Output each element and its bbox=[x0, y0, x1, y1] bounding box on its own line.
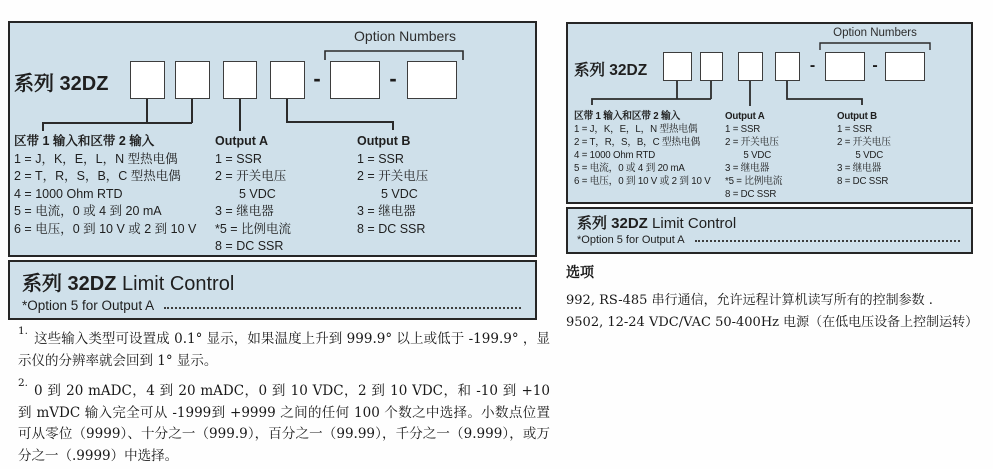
list-item: 1 = SSR bbox=[725, 124, 761, 135]
options-section bbox=[566, 262, 990, 333]
output-b-heading: Output B bbox=[357, 134, 411, 148]
code-box-output-b bbox=[775, 52, 800, 81]
list-item: *5 = 比例电流 bbox=[215, 221, 292, 236]
list-item: 3 = 继电器 bbox=[357, 204, 416, 218]
output-b-list bbox=[357, 133, 428, 238]
list-item: 3 = 继电器 bbox=[837, 163, 882, 174]
footnote-1 bbox=[18, 324, 550, 372]
dotted-leader bbox=[695, 240, 960, 242]
list-item: 8 = DC SSR bbox=[837, 176, 889, 187]
output-a-list bbox=[215, 133, 291, 256]
list-item: 2 = T，R，S，B，C 型热电偶 bbox=[14, 169, 181, 183]
option-numbers-label: Option Numbers bbox=[833, 27, 917, 39]
list-item: 6 = 电压，0 到 10 V 或 2 到 10 V bbox=[574, 176, 711, 187]
band-note: *Option 5 for Output A bbox=[577, 234, 962, 246]
code-box-zone2 bbox=[700, 52, 723, 81]
dash-separator: - bbox=[389, 66, 397, 91]
output-a-list bbox=[725, 110, 782, 201]
list-item: 2 = 开关电压 bbox=[357, 169, 429, 183]
zone-input-list bbox=[574, 110, 710, 188]
dash-separator: - bbox=[809, 57, 816, 74]
option-code-box-1 bbox=[330, 61, 380, 99]
list-item: 8 = DC SSR bbox=[357, 221, 426, 236]
footnote-marker: 1. bbox=[18, 324, 29, 337]
dash-separator: - bbox=[872, 57, 878, 74]
list-item: 5 VDC bbox=[239, 186, 276, 201]
band-product: Limit Control bbox=[652, 215, 737, 232]
code-box-output-b bbox=[270, 61, 305, 99]
code-box-zone1 bbox=[663, 52, 692, 81]
band-note: *Option 5 for Output A bbox=[22, 298, 523, 313]
band-title bbox=[22, 267, 523, 296]
list-item: 6 = 电压，0 到 10 V 或 2 到 10 V bbox=[14, 221, 197, 236]
list-item: 1 = J，K，E，L，N 型热电偶 bbox=[574, 124, 698, 135]
list-item: 3 = 继电器 bbox=[215, 204, 274, 218]
code-box-output-a bbox=[738, 52, 763, 81]
ordering-diagram-right bbox=[566, 22, 973, 204]
band-series: 系列 32DZ bbox=[22, 273, 117, 295]
options-heading: 选项 bbox=[566, 265, 594, 281]
list-item: 5 VDC bbox=[855, 150, 884, 161]
list-item: 5 = 电流，0 或 4 到 20 mA bbox=[574, 163, 685, 174]
output-a-heading: Output A bbox=[725, 111, 765, 122]
list-item: 8 = DC SSR bbox=[215, 239, 284, 253]
footnote-text: 这些输入类型可设置成 0.1° 显示，如果温度上升到 999.9° 以上或低于 -199.9° ，显示仪的分辨率就会回到 1° 显示。 bbox=[18, 331, 550, 369]
zone-list-heading: 区带 1 输入和区带 2 输入 bbox=[14, 134, 155, 148]
zone-input-list bbox=[14, 133, 196, 238]
band-title bbox=[577, 212, 962, 233]
list-item: 2 = 开关电压 bbox=[215, 169, 287, 183]
footnote-marker: 2. bbox=[18, 376, 29, 389]
list-item: 5 VDC bbox=[381, 186, 418, 201]
list-item: 3 = 继电器 bbox=[725, 163, 770, 174]
dotted-leader bbox=[164, 307, 521, 309]
list-item: 5 = 电流，0 或 4 到 20 mA bbox=[14, 204, 162, 218]
option-numbers-label: Option Numbers bbox=[354, 28, 456, 44]
limit-control-band-right bbox=[566, 207, 973, 254]
list-item: 1 = SSR bbox=[215, 151, 262, 166]
list-item: 1 = J，K，E，L，N 型热电偶 bbox=[14, 151, 178, 166]
list-item: 4 = 1000 Ohm RTD bbox=[574, 150, 656, 161]
code-box-output-a bbox=[223, 61, 257, 99]
code-box-zone2 bbox=[175, 61, 210, 99]
footnote-2 bbox=[18, 376, 550, 467]
option-line-9502: 9502, 12-24 VDC/VAC 50-400Hz 电源（在低电压设备上控制运转） bbox=[566, 314, 979, 330]
output-b-heading: Output B bbox=[837, 111, 877, 122]
list-item: 2 = 开关电压 bbox=[837, 137, 891, 148]
output-b-list bbox=[837, 110, 891, 188]
dash-separator: - bbox=[313, 66, 321, 91]
list-item: 4 = 1000 Ohm RTD bbox=[14, 186, 123, 201]
list-item: 5 VDC bbox=[743, 150, 772, 161]
zone-list-heading: 区带 1 输入和区带 2 输入 bbox=[574, 111, 680, 122]
series-label: 系列 32DZ bbox=[14, 73, 109, 95]
list-item: 2 = T，R，S，B，C 型热电偶 bbox=[574, 137, 700, 148]
code-box-zone1 bbox=[130, 61, 165, 99]
option-line-992: 992, RS-485 串行通信，允许远程计算机读写所有的控制参数 . bbox=[566, 293, 933, 308]
list-item: 1 = SSR bbox=[837, 124, 873, 135]
option-code-box-1 bbox=[825, 52, 865, 81]
list-item: *5 = 比例电流 bbox=[725, 176, 783, 187]
footnote-text: 0 到 20 mADC，4 到 20 mADC，0 到 10 VDC，2 到 10 VDC，和 -10 到 +10 到 mVDC 输入完全可从 -1999到 +9999 之间的任何 100 个数之中选择。小数点位置可从零位（9999）、十分之一（999.9），百分之一（99.99），千分之一（9.999），或万分之一（.9999）中选择。 bbox=[18, 383, 550, 464]
list-item: 2 = 开关电压 bbox=[725, 137, 779, 148]
list-item: 1 = SSR bbox=[357, 151, 404, 166]
series-label: 系列 32DZ bbox=[574, 62, 648, 79]
option-code-box-2 bbox=[407, 61, 457, 99]
list-item: 8 = DC SSR bbox=[725, 189, 777, 200]
ordering-diagram-left bbox=[8, 21, 537, 257]
limit-control-band-left bbox=[8, 260, 537, 320]
option-code-box-2 bbox=[885, 52, 925, 81]
band-product: Limit Control bbox=[122, 273, 235, 295]
band-series: 系列 32DZ bbox=[577, 215, 648, 232]
output-a-heading: Output A bbox=[215, 134, 268, 148]
